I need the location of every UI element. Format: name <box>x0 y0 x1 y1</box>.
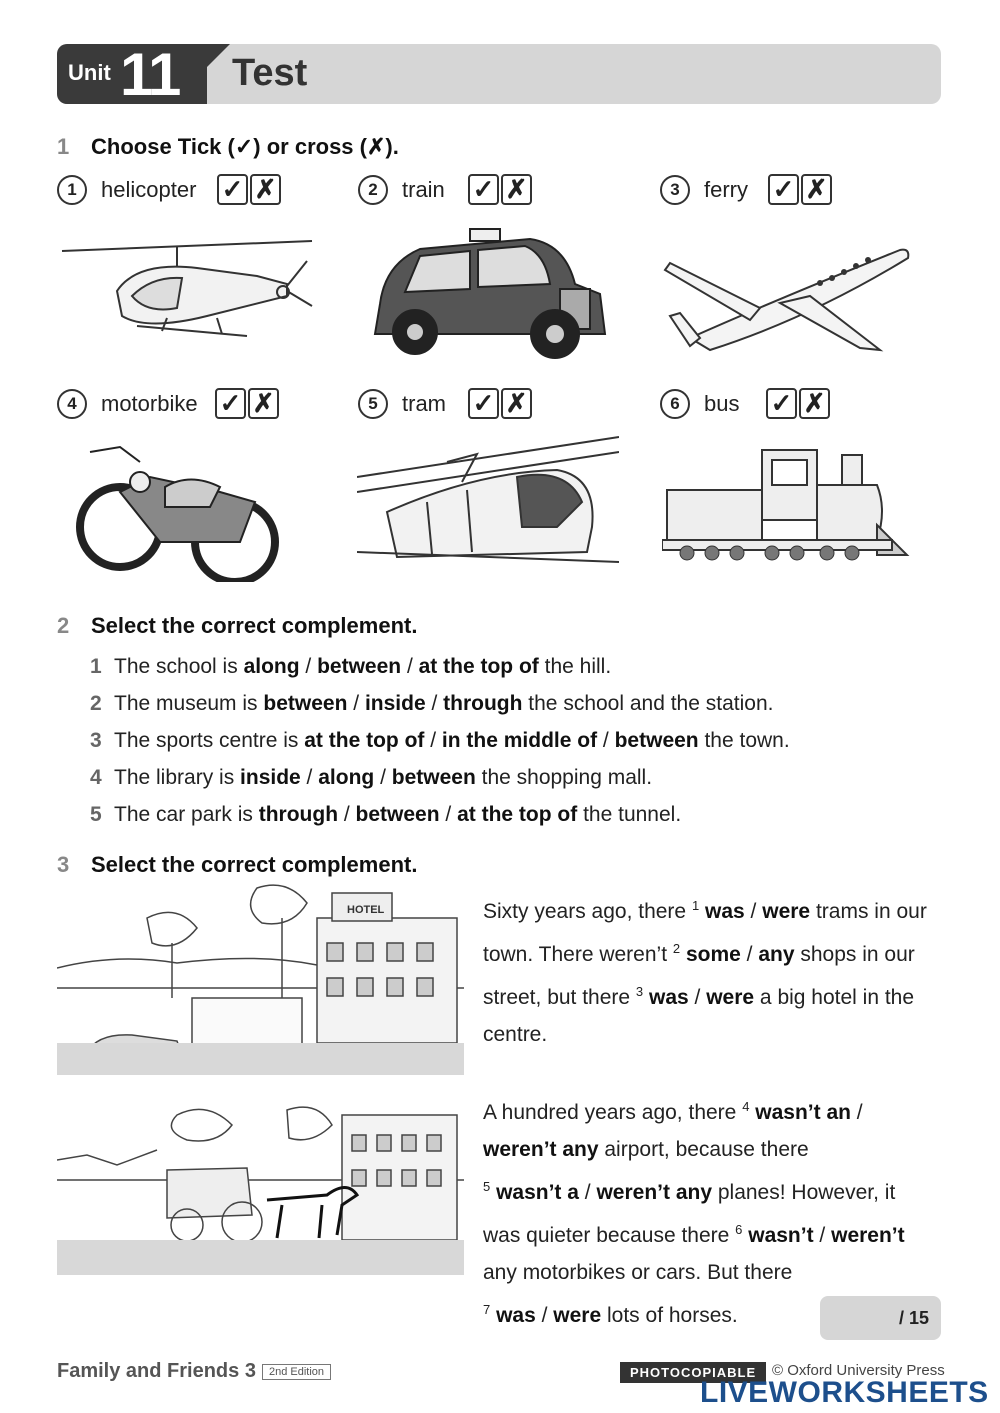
tick-cross-group <box>217 174 281 205</box>
item-number: 5 <box>358 389 388 419</box>
item-word-train: train <box>402 177 445 202</box>
tick-button[interactable]: ✓ <box>215 388 246 419</box>
tick-cross-group <box>468 174 532 205</box>
option[interactable]: inside <box>364 692 426 715</box>
option[interactable]: between <box>263 692 348 715</box>
tick-cross-group <box>468 388 532 419</box>
cross-button[interactable]: ✗ <box>801 174 832 205</box>
paragraph-1: Sixty years ago, there $^1$ was / were trams in our town. There weren’t $^2$ some / any shops in our street, but there $^3$ was / were a big hotel in the centre. <box>483 898 927 1046</box>
airplane-picture <box>660 238 915 358</box>
helicopter-picture <box>57 236 317 351</box>
item-number: 1 <box>57 175 87 205</box>
item-word-tram: tram <box>402 391 446 416</box>
section2-heading: 2 Select the correct complement. <box>57 613 418 638</box>
sentence-number: 1 <box>90 655 102 678</box>
sentence-number: 4 <box>90 766 102 789</box>
sentence: 4 The library is inside / along / between the shopping mall. <box>90 766 653 789</box>
tick-button[interactable]: ✓ <box>768 174 799 205</box>
tick-button[interactable]: ✓ <box>217 174 248 205</box>
item-word-bus: bus <box>704 391 740 416</box>
option[interactable]: at the top of <box>418 655 539 678</box>
gap3-option-b[interactable]: were <box>706 986 755 1009</box>
item-word-motorbike: motorbike <box>101 391 198 416</box>
sentence-number: 2 <box>90 692 102 715</box>
cross-button[interactable]: ✗ <box>248 388 279 419</box>
sentence-number: 3 <box>90 729 102 752</box>
sentence: 1 The school is along / between / at the top of the hill. <box>90 655 612 678</box>
item-word-helicopter: helicopter <box>101 177 197 202</box>
option[interactable]: through <box>258 803 339 826</box>
gap2-option-a[interactable]: some <box>685 943 741 966</box>
tick-cross-group <box>768 174 832 205</box>
section3-heading: 3 Select the correct complement. <box>57 852 418 877</box>
cross-button[interactable]: ✗ <box>250 174 281 205</box>
taxi-picture <box>360 224 615 364</box>
gap1-option-b[interactable]: were <box>762 900 811 923</box>
gap5-option-b[interactable]: weren’t any <box>596 1181 713 1204</box>
item-word-ferry: ferry <box>704 177 748 202</box>
unit-label: Unit <box>68 60 111 85</box>
sentence-number: 5 <box>90 803 102 826</box>
tick-button[interactable]: ✓ <box>468 388 499 419</box>
option[interactable]: between <box>614 729 699 752</box>
unit-number: 11 <box>120 41 180 108</box>
tick-cross-group <box>215 388 279 419</box>
footer-brand: Family and Friends 3 2nd Edition <box>57 1360 331 1383</box>
item-number: 6 <box>660 389 690 419</box>
gap1-option-a[interactable]: was <box>705 900 745 923</box>
tick-cross-group <box>766 388 830 419</box>
option[interactable]: between <box>391 766 476 789</box>
cross-button[interactable]: ✗ <box>501 388 532 419</box>
old-town-picture <box>57 1100 464 1275</box>
liveworksheets-logo: LIVEWORKSHEETS <box>700 1376 989 1409</box>
train-picture <box>662 445 912 570</box>
item-number: 4 <box>57 389 87 419</box>
option[interactable]: between <box>355 803 440 826</box>
section1-heading: 1 Choose Tick (✓) or cross (✗). <box>57 134 399 159</box>
gap6-option-a[interactable]: wasn’t <box>748 1224 814 1247</box>
tick-button[interactable]: ✓ <box>766 388 797 419</box>
gap2-option-b[interactable]: any <box>758 943 795 966</box>
option[interactable]: at the top of <box>304 729 425 752</box>
gap4-option-b[interactable]: weren’t any <box>483 1138 599 1161</box>
tram-picture <box>357 432 619 567</box>
gap5-option-a[interactable]: wasn’t a <box>496 1181 579 1204</box>
gap7-option-b[interactable]: were <box>553 1304 602 1327</box>
motorbike-picture <box>70 432 280 582</box>
score-box: / 15 <box>820 1296 941 1340</box>
option[interactable]: in the middle of <box>441 729 598 752</box>
sentence: 5 The car park is through / between / at the top of the tunnel. <box>90 803 682 826</box>
publisher: © Oxford University Press <box>772 1362 945 1379</box>
paragraph-2: A hundred years ago, there $^4$ wasn’t an / weren’t any airport, because there $^5$ wasn’t a / weren’t any planes! However, it was quieter because there $^6$ wasn’t / weren’t any motorbikes or cars. But there $^7$ was / were lots of horses. <box>483 1099 905 1327</box>
option[interactable]: along <box>243 655 300 678</box>
hotel-sign: HOTEL <box>347 904 385 916</box>
option[interactable]: along <box>318 766 375 789</box>
gap6-option-b[interactable]: weren’t <box>831 1224 905 1247</box>
gap7-option-a[interactable]: was <box>496 1304 536 1327</box>
photocopiable-label: PHOTOCOPIABLE <box>620 1362 766 1383</box>
option[interactable]: inside <box>240 766 301 789</box>
gap4-option-a[interactable]: wasn’t an <box>755 1101 851 1124</box>
gap3-option-a[interactable]: was <box>649 986 689 1009</box>
option[interactable]: between <box>317 655 402 678</box>
sentence: 2 The museum is between / inside / through the school and the station. <box>90 692 774 715</box>
item-number: 2 <box>358 175 388 205</box>
cross-button[interactable]: ✗ <box>501 174 532 205</box>
page-title: Test <box>232 52 308 94</box>
cross-button[interactable]: ✗ <box>799 388 830 419</box>
tick-button[interactable]: ✓ <box>468 174 499 205</box>
sentence: 3 The sports centre is at the top of / in the middle of / between the town. <box>90 729 790 752</box>
item-number: 3 <box>660 175 690 205</box>
option[interactable]: at the top of <box>457 803 578 826</box>
modern-town-picture <box>57 883 464 1075</box>
option[interactable]: through <box>443 692 523 715</box>
